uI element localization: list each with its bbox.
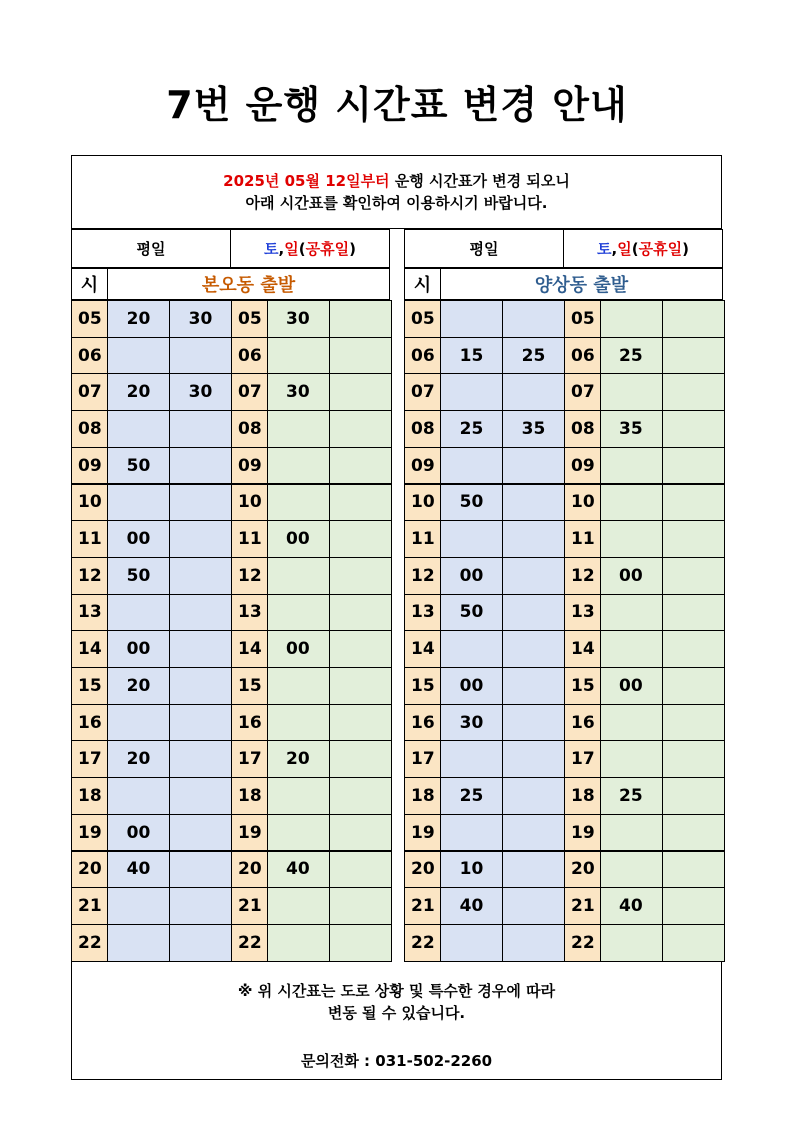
weekend-minute-cell — [329, 520, 392, 558]
weekend-hour-cell: 10 — [231, 484, 268, 522]
weekend-minute-cell — [267, 410, 330, 448]
weekday-minute-cell — [107, 410, 170, 448]
weekend-minute-cell — [662, 520, 725, 558]
weekend-minute-cell — [267, 667, 330, 705]
weekday-minute-cell: 25 — [440, 777, 503, 815]
weekday-minute-cell — [169, 924, 232, 962]
sunday-label: 일 — [617, 240, 632, 258]
footer-note — [71, 960, 722, 1024]
weekend-hour-cell: 22 — [231, 924, 268, 962]
weekend-minute-cell — [329, 924, 392, 962]
weekday-minute-cell: 30 — [169, 373, 232, 411]
weekday-minute-cell — [440, 373, 503, 411]
weekday-minute-cell: 50 — [440, 594, 503, 632]
weekend-hour-cell: 08 — [231, 410, 268, 448]
weekday-minute-cell: 00 — [107, 814, 170, 852]
weekday-hour-cell: 13 — [71, 594, 108, 632]
weekend-minute-cell — [662, 740, 725, 778]
weekend-hour-cell: 09 — [231, 447, 268, 485]
weekday-minute-cell — [169, 777, 232, 815]
paren-close-label: ) — [682, 239, 689, 258]
weekday-minute-cell — [107, 337, 170, 375]
weekend-hour-cell: 05 — [564, 300, 601, 338]
weekday-minute-cell — [440, 814, 503, 852]
weekday-minute-cell: 50 — [440, 484, 503, 522]
weekend-minute-cell — [662, 667, 725, 705]
weekend-hour-cell: 17 — [231, 740, 268, 778]
weekday-label: 평일 — [136, 240, 166, 258]
weekday-minute-cell — [440, 740, 503, 778]
weekend-minute-cell — [662, 337, 725, 375]
weekend-hour-cell: 17 — [564, 740, 601, 778]
weekend-hour-cell: 18 — [564, 777, 601, 815]
weekday-minute-cell — [169, 704, 232, 742]
weekday-minute-cell: 00 — [440, 667, 503, 705]
weekend-minute-cell: 25 — [600, 777, 663, 815]
weekend-minute-cell — [329, 373, 392, 411]
weekday-minute-cell — [502, 667, 565, 705]
weekend-minute-cell — [600, 447, 663, 485]
weekend-minute-cell — [600, 704, 663, 742]
weekend-hour-cell: 06 — [564, 337, 601, 375]
weekday-minute-cell — [107, 887, 170, 925]
weekend-minute-cell — [329, 410, 392, 448]
weekend-minute-cell — [662, 557, 725, 595]
weekend-minute-cell: 00 — [267, 630, 330, 668]
weekend-minute-cell — [600, 520, 663, 558]
weekend-minute-cell: 00 — [267, 520, 330, 558]
weekday-minute-cell: 15 — [440, 337, 503, 375]
weekend-minute-cell — [329, 594, 392, 632]
weekday-minute-cell: 00 — [107, 630, 170, 668]
weekday-minute-cell — [107, 704, 170, 742]
weekday-minute-cell — [502, 887, 565, 925]
weekend-hour-cell: 21 — [231, 887, 268, 925]
weekend-minute-cell — [329, 704, 392, 742]
weekend-minute-cell — [267, 704, 330, 742]
weekday-minute-cell: 50 — [107, 557, 170, 595]
footer — [71, 960, 722, 1080]
weekday-minute-cell — [502, 630, 565, 668]
weekday-minute-cell — [440, 924, 503, 962]
departure-label: 본오동 출발 — [107, 268, 390, 300]
weekend-minute-cell — [267, 777, 330, 815]
weekend-minute-cell — [267, 594, 330, 632]
weekend-hour-cell: 13 — [231, 594, 268, 632]
weekend-minute-cell — [662, 887, 725, 925]
weekday-minute-cell — [107, 484, 170, 522]
weekday-hour-cell: 09 — [71, 447, 108, 485]
weekend-minute-cell — [662, 594, 725, 632]
weekday-hour-cell: 14 — [71, 630, 108, 668]
holiday-label: 공휴일 — [638, 240, 683, 258]
weekday-minute-cell: 50 — [107, 447, 170, 485]
weekend-minute-cell — [600, 373, 663, 411]
weekend-minute-cell — [662, 484, 725, 522]
weekend-minute-cell — [267, 447, 330, 485]
weekday-minute-cell — [169, 594, 232, 632]
weekday-minute-cell — [502, 924, 565, 962]
hour-column-label: 시 — [404, 268, 441, 300]
weekday-minute-cell — [169, 520, 232, 558]
weekday-minute-cell — [107, 594, 170, 632]
weekend-minute-cell — [662, 373, 725, 411]
weekday-hour-cell: 20 — [71, 851, 108, 889]
weekend-minute-cell — [600, 740, 663, 778]
weekend-minute-cell: 30 — [267, 300, 330, 338]
header-weekend-holiday — [563, 229, 723, 268]
departure-label: 양상동 출발 — [440, 268, 723, 300]
weekday-minute-cell: 20 — [107, 300, 170, 338]
weekend-minute-cell — [267, 887, 330, 925]
change-notice — [71, 155, 722, 229]
footer-note-line-2: 변동 될 수 있습니다. — [327, 1004, 466, 1022]
page-title: 7번 운행 시간표 변경 안내 — [166, 83, 628, 127]
weekday-minute-cell — [502, 300, 565, 338]
paren-close-label: ) — [349, 239, 356, 258]
saturday-label: 토 — [264, 240, 279, 258]
weekday-hour-cell: 20 — [404, 851, 441, 889]
weekend-minute-cell: 30 — [267, 373, 330, 411]
weekday-hour-cell: 21 — [71, 887, 108, 925]
weekday-hour-cell: 18 — [404, 777, 441, 815]
weekend-minute-cell — [600, 630, 663, 668]
weekday-minute-cell: 30 — [440, 704, 503, 742]
weekday-minute-cell — [107, 924, 170, 962]
weekend-minute-cell — [267, 924, 330, 962]
weekday-hour-cell: 11 — [71, 520, 108, 558]
notice-line-2: 아래 시간표를 확인하여 이용하시기 바랍니다. — [245, 194, 548, 212]
weekday-minute-cell: 00 — [107, 520, 170, 558]
weekend-minute-cell: 40 — [267, 851, 330, 889]
comma-label: , — [278, 239, 285, 258]
weekend-minute-cell — [600, 924, 663, 962]
weekend-minute-cell: 00 — [600, 667, 663, 705]
weekend-minute-cell — [662, 814, 725, 852]
weekend-minute-cell — [267, 814, 330, 852]
weekday-minute-cell — [502, 594, 565, 632]
weekend-hour-cell: 14 — [231, 630, 268, 668]
weekday-minute-cell — [440, 447, 503, 485]
weekday-minute-cell — [169, 887, 232, 925]
weekday-minute-cell — [169, 484, 232, 522]
weekend-minute-cell — [600, 300, 663, 338]
weekday-minute-cell: 00 — [440, 557, 503, 595]
weekend-minute-cell — [662, 410, 725, 448]
weekday-minute-cell — [502, 447, 565, 485]
weekend-hour-cell: 15 — [231, 667, 268, 705]
weekday-minute-cell — [502, 740, 565, 778]
weekday-minute-cell — [169, 740, 232, 778]
weekend-minute-cell — [329, 447, 392, 485]
weekend-minute-cell — [329, 887, 392, 925]
weekend-minute-cell — [662, 447, 725, 485]
weekday-hour-cell: 16 — [71, 704, 108, 742]
weekday-minute-cell: 20 — [107, 373, 170, 411]
weekday-hour-cell: 10 — [71, 484, 108, 522]
weekday-minute-cell: 20 — [107, 667, 170, 705]
sunday-label: 일 — [284, 240, 299, 258]
weekday-minute-cell — [440, 300, 503, 338]
comma-label: , — [611, 239, 618, 258]
weekday-minute-cell — [502, 704, 565, 742]
weekend-minute-cell — [267, 337, 330, 375]
weekend-minute-cell: 00 — [600, 557, 663, 595]
weekday-minute-cell: 40 — [440, 887, 503, 925]
weekday-hour-cell: 07 — [71, 373, 108, 411]
weekday-hour-cell: 06 — [71, 337, 108, 375]
contact-phone: 문의전화 : 031-502-2260 — [300, 1052, 493, 1070]
weekday-hour-cell: 06 — [404, 337, 441, 375]
weekday-hour-cell: 22 — [71, 924, 108, 962]
weekend-hour-cell: 09 — [564, 447, 601, 485]
weekend-minute-cell — [329, 337, 392, 375]
weekend-hour-cell: 08 — [564, 410, 601, 448]
effective-date: 2025년 05월 12일부터 — [223, 172, 390, 190]
weekend-hour-cell: 20 — [231, 851, 268, 889]
weekday-minute-cell — [502, 777, 565, 815]
weekday-hour-cell: 08 — [404, 410, 441, 448]
weekday-minute-cell — [107, 777, 170, 815]
header-weekend-holiday — [230, 229, 390, 268]
weekend-hour-cell: 19 — [231, 814, 268, 852]
paren-open-label: ( — [631, 239, 639, 258]
weekday-hour-cell: 07 — [404, 373, 441, 411]
weekday-minute-cell — [502, 851, 565, 889]
weekday-hour-cell: 10 — [404, 484, 441, 522]
weekday-minute-cell — [502, 520, 565, 558]
weekend-hour-cell: 15 — [564, 667, 601, 705]
weekday-minute-cell — [502, 484, 565, 522]
weekday-hour-cell: 15 — [71, 667, 108, 705]
weekend-minute-cell — [600, 594, 663, 632]
weekend-hour-cell: 12 — [564, 557, 601, 595]
weekday-minute-cell: 25 — [440, 410, 503, 448]
weekend-minute-cell — [329, 630, 392, 668]
weekday-minute-cell — [169, 667, 232, 705]
weekday-minute-cell: 40 — [107, 851, 170, 889]
weekday-hour-cell: 15 — [404, 667, 441, 705]
weekend-hour-cell: 21 — [564, 887, 601, 925]
weekday-minute-cell — [440, 520, 503, 558]
weekday-minute-cell — [169, 557, 232, 595]
header-weekday — [404, 229, 564, 268]
weekday-hour-cell: 11 — [404, 520, 441, 558]
weekend-hour-cell: 22 — [564, 924, 601, 962]
weekend-minute-cell — [662, 300, 725, 338]
weekday-hour-cell: 16 — [404, 704, 441, 742]
weekday-hour-cell: 17 — [404, 740, 441, 778]
weekend-hour-cell: 11 — [231, 520, 268, 558]
weekend-hour-cell: 16 — [564, 704, 601, 742]
weekday-hour-cell: 19 — [404, 814, 441, 852]
weekend-minute-cell — [662, 924, 725, 962]
weekend-hour-cell: 06 — [231, 337, 268, 375]
weekday-hour-cell: 22 — [404, 924, 441, 962]
weekend-minute-cell — [329, 667, 392, 705]
weekend-minute-cell — [267, 484, 330, 522]
weekday-hour-cell: 05 — [404, 300, 441, 338]
weekday-minute-cell — [169, 447, 232, 485]
weekend-minute-cell — [662, 630, 725, 668]
weekend-minute-cell — [600, 484, 663, 522]
weekend-hour-cell: 07 — [231, 373, 268, 411]
weekend-hour-cell: 07 — [564, 373, 601, 411]
weekend-minute-cell — [329, 300, 392, 338]
weekend-minute-cell: 25 — [600, 337, 663, 375]
weekend-minute-cell — [662, 704, 725, 742]
weekend-hour-cell: 13 — [564, 594, 601, 632]
weekend-minute-cell: 40 — [600, 887, 663, 925]
weekday-minute-cell — [502, 557, 565, 595]
paren-open-label: ( — [298, 239, 306, 258]
notice-line-1 — [71, 170, 722, 192]
weekday-hour-cell: 05 — [71, 300, 108, 338]
weekday-hour-cell: 21 — [404, 887, 441, 925]
weekday-hour-cell: 19 — [71, 814, 108, 852]
weekday-minute-cell — [502, 373, 565, 411]
weekday-hour-cell: 14 — [404, 630, 441, 668]
weekend-hour-cell: 10 — [564, 484, 601, 522]
weekday-minute-cell: 35 — [502, 410, 565, 448]
weekday-minute-cell: 10 — [440, 851, 503, 889]
weekday-minute-cell — [440, 630, 503, 668]
weekday-minute-cell: 25 — [502, 337, 565, 375]
weekend-minute-cell — [329, 777, 392, 815]
weekend-minute-cell — [662, 851, 725, 889]
notice-line-1-text: 운행 시간표가 변경 되오니 — [389, 172, 570, 190]
weekend-minute-cell — [329, 484, 392, 522]
holiday-label: 공휴일 — [305, 240, 350, 258]
weekday-minute-cell: 30 — [169, 300, 232, 338]
weekend-minute-cell — [329, 851, 392, 889]
weekday-minute-cell — [169, 851, 232, 889]
weekday-hour-cell: 18 — [71, 777, 108, 815]
weekend-hour-cell: 18 — [231, 777, 268, 815]
weekend-minute-cell: 20 — [267, 740, 330, 778]
weekend-hour-cell: 14 — [564, 630, 601, 668]
weekday-hour-cell: 12 — [404, 557, 441, 595]
weekday-hour-cell: 09 — [404, 447, 441, 485]
saturday-label: 토 — [597, 240, 612, 258]
weekend-hour-cell: 20 — [564, 851, 601, 889]
weekend-hour-cell: 11 — [564, 520, 601, 558]
weekend-minute-cell — [267, 557, 330, 595]
weekday-minute-cell — [169, 814, 232, 852]
weekday-hour-cell: 17 — [71, 740, 108, 778]
weekday-hour-cell: 08 — [71, 410, 108, 448]
weekday-minute-cell — [169, 410, 232, 448]
footer-note-line-1: ※ 위 시간표는 도로 상황 및 특수한 경우에 따라 — [237, 982, 556, 1000]
weekend-minute-cell — [600, 814, 663, 852]
weekend-hour-cell: 12 — [231, 557, 268, 595]
weekday-minute-cell: 20 — [107, 740, 170, 778]
weekend-minute-cell — [329, 740, 392, 778]
weekend-minute-cell — [600, 851, 663, 889]
weekday-hour-cell: 13 — [404, 594, 441, 632]
weekday-minute-cell — [169, 337, 232, 375]
weekday-label: 평일 — [469, 240, 499, 258]
weekend-minute-cell — [662, 777, 725, 815]
hour-column-label: 시 — [71, 268, 108, 300]
weekday-minute-cell — [502, 814, 565, 852]
weekend-hour-cell: 19 — [564, 814, 601, 852]
weekend-minute-cell — [329, 557, 392, 595]
weekday-hour-cell: 12 — [71, 557, 108, 595]
weekend-minute-cell: 35 — [600, 410, 663, 448]
weekend-hour-cell: 05 — [231, 300, 268, 338]
weekday-minute-cell — [169, 630, 232, 668]
header-weekday — [71, 229, 231, 268]
weekend-hour-cell: 16 — [231, 704, 268, 742]
weekend-minute-cell — [329, 814, 392, 852]
